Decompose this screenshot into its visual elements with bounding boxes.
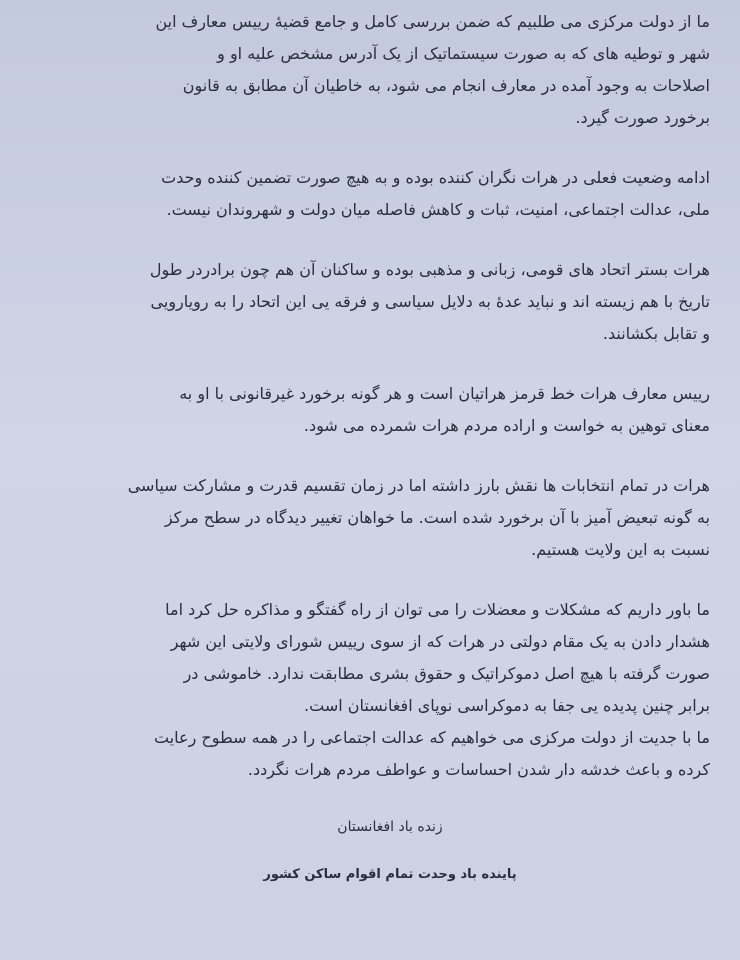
paragraph-line: تاریخ با هم زیسته اند و نباید عدهٔ به دلایل سیاسی و فرقه یی این اتحاد را به رویارویی (150, 292, 710, 311)
paragraph-line: معنای توهین به خواست و اراده مردم هرات شمرده می شود. (303, 416, 710, 435)
paragraph-line: ادامه وضعیت فعلی در هرات نگران کننده بوده و به هیچ صورت تضمین کننده وحدت (161, 168, 710, 187)
paragraph-line: کرده و باعث خدشه دار شدن احساسات و عواطف مردم هرات نگردد. (247, 760, 710, 779)
paragraph-line: ملی، عدالت اجتماعی، امنیت، ثبات و کاهش فاصله میان دولت و شهروندان نیست. (166, 200, 710, 219)
paragraph-1 (70, 6, 710, 134)
paragraph-line: ما باور داریم که مشکلات و معضلات را می توان از راه گفتگو و مذاکره حل کرد اما (165, 600, 710, 619)
paragraph-line: شهر و توطیه های که به صورت سیستماتیک از یک آدرس مشخص علیه او و (217, 44, 710, 63)
paragraph-line: نسبت به این ولایت هستیم. (531, 540, 710, 559)
paragraph-line: برابر چنین پدیده یی جفا به دموکراسی نوپای افغانستان است. (304, 696, 710, 715)
closing-line: زنده باد افغانستان (337, 819, 443, 835)
paragraph-line: هشدار دادن به یک مقام دولتی در هرات که از سوی رییس شورای ولایتی این شهر (170, 632, 710, 651)
paragraph-line: صورت گرفته با هیچ اصل دموکراتیک و حقوق بشری مطابقت ندارد. خاموشی در (183, 664, 710, 683)
paragraph-2 (70, 162, 710, 226)
paragraph-line: هرات در تمام انتخابات ها نقش بارز داشته اما در زمان تقسیم قدرت و مشارکت سیاسی (127, 476, 710, 495)
paragraph-3 (70, 254, 710, 350)
paragraph-line: و تقابل بکشانند. (602, 324, 710, 343)
closing-signature: پاینده باد وحدت تمام اقوام ساکن کشور (263, 867, 517, 882)
paragraph-line: ما با جدیت از دولت مرکزی می خواهیم که عدالت اجتماعی را در همه سطوح رعایت (154, 728, 710, 747)
paragraph-5 (70, 470, 710, 566)
paragraph-line: ما از دولت مرکزی می طلبیم که ضمن بررسی کامل و جامع قضیهٔ رییس معارف این (155, 12, 710, 31)
paragraph-line: برخورد صورت گیرد. (575, 108, 710, 127)
paragraph-line: به گونه تبعیض آمیز با آن برخورد شده است. ما خواهان تغییر دیدگاه در سطح مرکز (164, 508, 710, 527)
paragraph-line: اصلاحات به وجود آمده در معارف انجام می شود، به خاطیان آن مطابق به قانون (182, 76, 710, 95)
paragraph-4 (70, 378, 710, 442)
paragraph-6 (70, 594, 710, 786)
paragraph-line: رییس معارف هرات خط قرمز هراتیان است و هر گونه برخورد غیرقانونی با او به (179, 384, 710, 403)
paragraph-line: هرات بستر اتحاد های قومی، زبانی و مذهبی بوده و ساکنان آن هم چون برادردر طول (149, 260, 710, 279)
closing-block (70, 814, 710, 888)
